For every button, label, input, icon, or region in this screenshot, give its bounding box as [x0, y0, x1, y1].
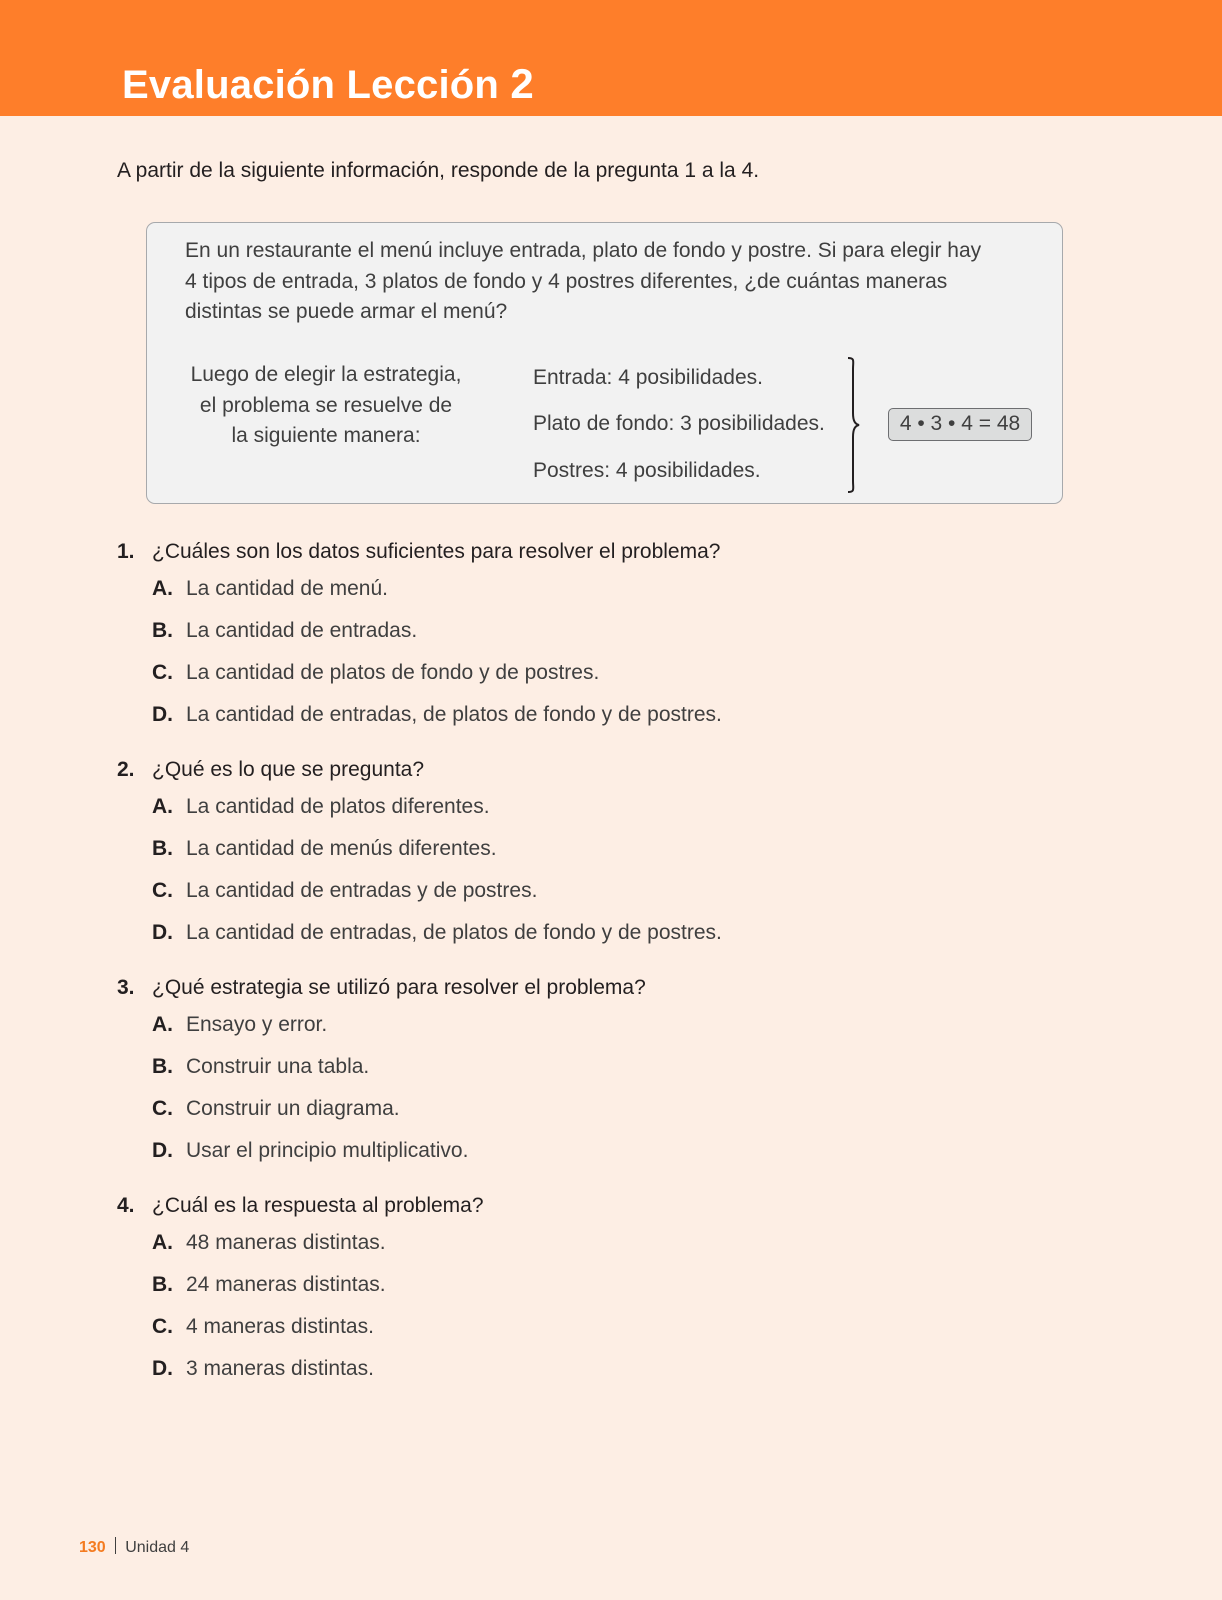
option-text: La cantidad de entradas y de postres. — [186, 879, 538, 902]
option-letter: B. — [152, 619, 173, 642]
page-title-text: Evaluación Lección — [122, 63, 500, 107]
equation-box: 4 • 3 • 4 = 48 — [888, 408, 1032, 441]
question-number: 3. — [117, 976, 135, 999]
option-letter: B. — [152, 1273, 173, 1296]
question-4 — [117, 1194, 484, 1218]
option-letter: A. — [152, 1231, 173, 1254]
option-text: La cantidad de menús diferentes. — [186, 837, 497, 860]
strategy-note — [167, 360, 485, 452]
option-letter: A. — [152, 795, 173, 818]
option-text: 48 maneras distintas. — [186, 1231, 386, 1254]
curly-brace-icon — [847, 357, 867, 493]
question-number: 1. — [117, 540, 135, 563]
problem-line: distintas se puede armar el menú? — [185, 300, 508, 323]
option-letter: A. — [152, 1013, 173, 1036]
option-1b[interactable] — [152, 619, 417, 643]
possibility-plato-fondo: Plato de fondo: 3 posibilidades. — [533, 412, 825, 435]
option-text: La cantidad de entradas, de platos de fondo y de postres. — [186, 921, 722, 944]
option-2b[interactable] — [152, 837, 497, 861]
option-4a[interactable] — [152, 1231, 386, 1255]
option-letter: D. — [152, 1139, 173, 1162]
strategy-line: el problema se resuelve de — [199, 393, 453, 417]
option-2d[interactable] — [152, 921, 722, 945]
option-text: Construir una tabla. — [186, 1055, 370, 1078]
option-text: La cantidad de platos de fondo y de postres. — [186, 661, 600, 684]
footer-divider — [115, 1537, 117, 1554]
unit-label: Unidad 4 — [125, 1539, 190, 1556]
page-number: 130 — [79, 1539, 106, 1556]
possibility-postres: Postres: 4 posibilidades. — [533, 459, 761, 482]
instructions: A partir de la siguiente información, responde de la pregunta 1 a la 4. — [117, 159, 760, 182]
option-letter: C. — [152, 879, 173, 902]
question-text: ¿Qué estrategia se utilizó para resolver el problema? — [152, 976, 646, 999]
option-4d[interactable] — [152, 1357, 374, 1381]
option-letter: D. — [152, 921, 173, 944]
problem-line: 4 tipos de entrada, 3 platos de fondo y 4 postres diferentes, ¿de cuántas maneras — [185, 269, 948, 293]
strategy-line: la siguiente manera: — [231, 424, 421, 447]
option-3c[interactable] — [152, 1097, 400, 1121]
option-text: La cantidad de entradas, de platos de fondo y de postres. — [186, 703, 722, 726]
question-text: ¿Cuáles son los datos suficientes para resolver el problema? — [152, 540, 721, 563]
option-letter: D. — [152, 1357, 173, 1380]
option-letter: C. — [152, 661, 173, 684]
option-text: Usar el principio multiplicativo. — [186, 1139, 469, 1162]
option-letter: B. — [152, 1055, 173, 1078]
option-3b[interactable] — [152, 1055, 369, 1079]
option-letter: A. — [152, 577, 173, 600]
question-1 — [117, 540, 720, 564]
option-text: Ensayo y error. — [186, 1013, 328, 1036]
problem-statement — [185, 236, 1035, 328]
option-text: La cantidad de platos diferentes. — [186, 795, 490, 818]
question-number: 2. — [117, 758, 135, 781]
option-1a[interactable] — [152, 577, 388, 601]
option-letter: C. — [152, 1097, 173, 1120]
problem-line: En un restaurante el menú incluye entrada, plato de fondo y postre. Si para elegir hay — [185, 239, 982, 262]
option-1d[interactable] — [152, 703, 722, 727]
option-3d[interactable] — [152, 1139, 468, 1163]
option-text: 4 maneras distintas. — [186, 1315, 374, 1338]
lesson-number: 2 — [510, 60, 534, 107]
option-3a[interactable] — [152, 1013, 327, 1037]
problem-box — [146, 222, 1063, 504]
question-3 — [117, 976, 646, 1000]
option-2c[interactable] — [152, 879, 537, 903]
option-text: 3 maneras distintas. — [186, 1357, 374, 1380]
option-1c[interactable] — [152, 661, 599, 685]
question-2 — [117, 758, 424, 782]
option-letter: D. — [152, 703, 173, 726]
page-footer — [79, 1537, 189, 1557]
option-4c[interactable] — [152, 1315, 374, 1339]
option-text: La cantidad de menú. — [186, 577, 388, 600]
question-text: ¿Cuál es la respuesta al problema? — [152, 1194, 484, 1217]
possibility-entrada: Entrada: 4 posibilidades. — [533, 366, 763, 389]
question-text: ¿Qué es lo que se pregunta? — [152, 758, 425, 781]
option-letter: C. — [152, 1315, 173, 1338]
page-title — [122, 60, 534, 108]
question-number: 4. — [117, 1194, 135, 1217]
option-letter: B. — [152, 837, 173, 860]
option-4b[interactable] — [152, 1273, 386, 1297]
option-text: 24 maneras distintas. — [186, 1273, 386, 1296]
strategy-line: Luego de elegir la estrategia, — [190, 363, 462, 386]
option-text: Construir un diagrama. — [186, 1097, 400, 1120]
option-text: La cantidad de entradas. — [186, 619, 418, 642]
option-2a[interactable] — [152, 795, 490, 819]
